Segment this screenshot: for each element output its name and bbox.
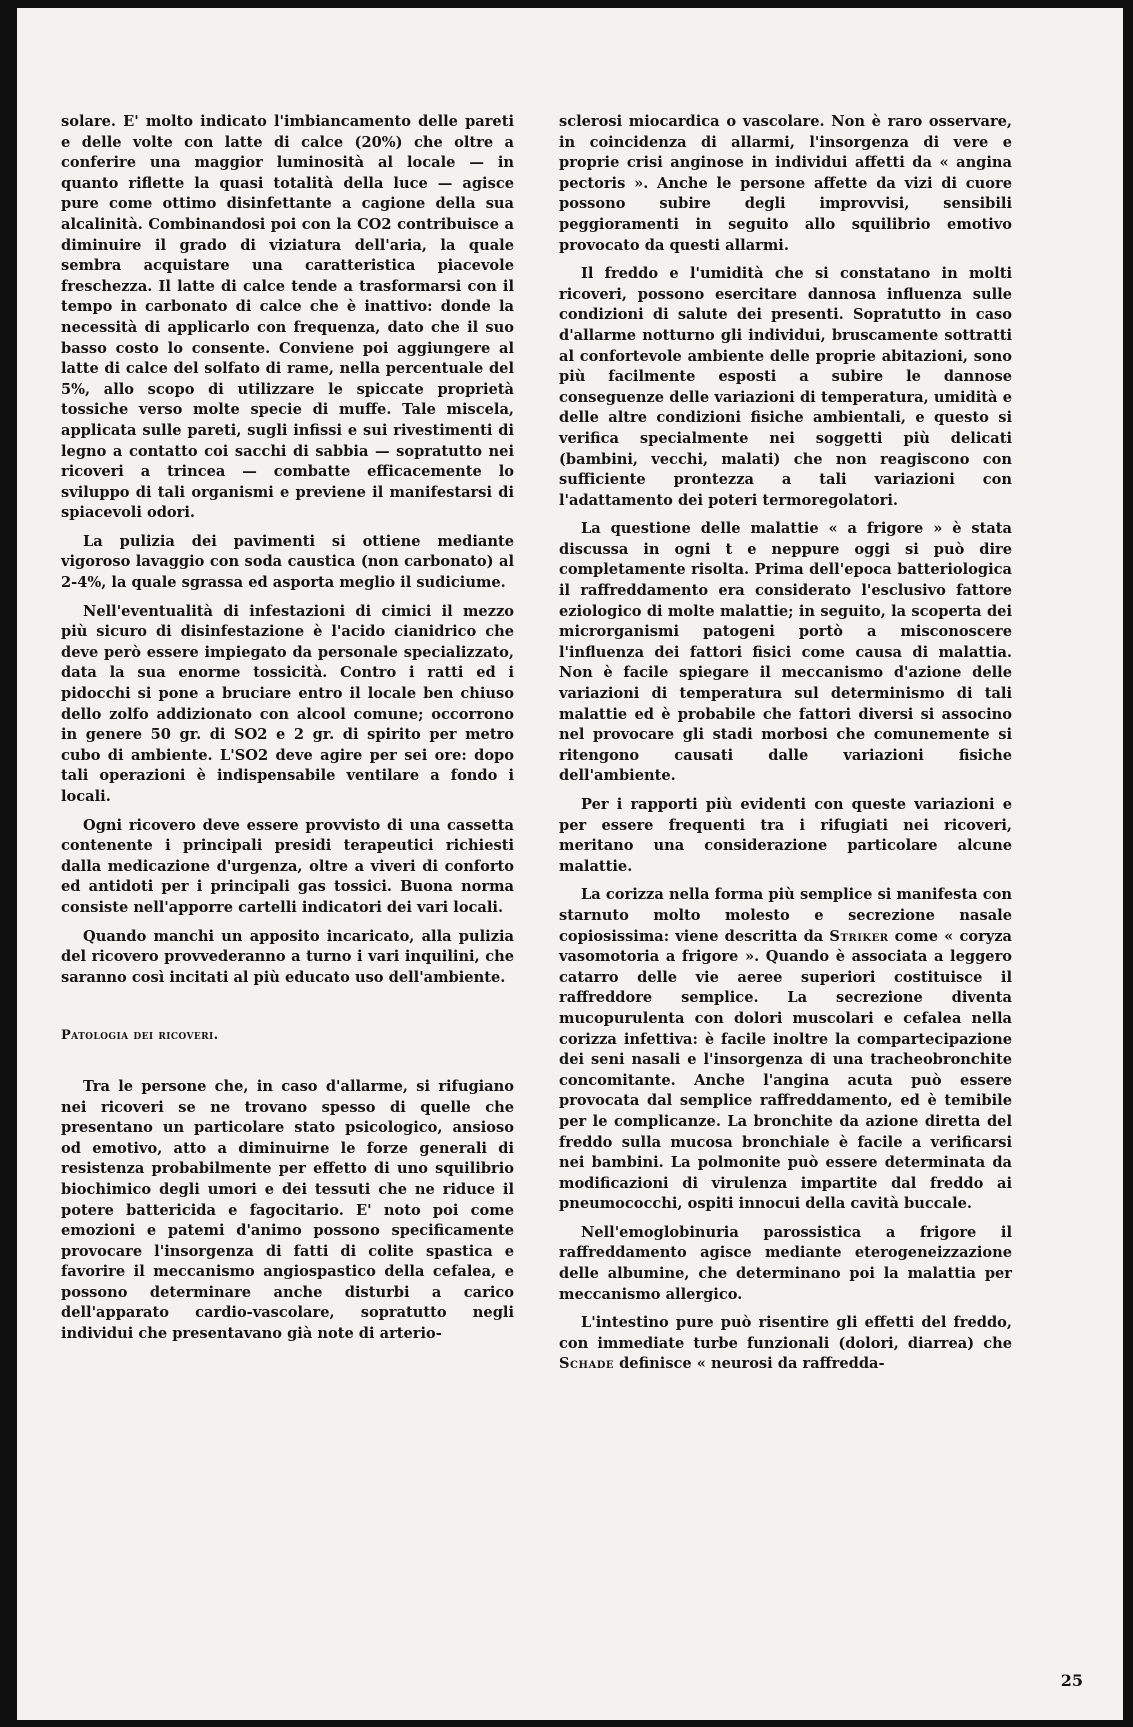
author-name: Schade <box>559 1355 614 1373</box>
text-run: come « coryza vasomotoria a frigore ». Quando è associata a leggero catarro delle vie aeree superiori costituisce il raffreddore semplice. La secrezione diventa mucopurulenta con dolori muscolari e cefalea nella corizza infettiva: è facile inoltre la compartecipazione dei seni nasali e l'insorgenza di una tracheobronchite concomitante. Anche l'angina acuta può essere provocata dal semplice raffreddamento, ed è temibile per le complicanze. La bronchite da azione diretta del freddo sulla mucosa bronchiale è facile a verificarsi nei bambini. La polmonite può essere determinata da modificazioni di virulenza impartite dal freddo ai pneumococchi, ospiti innocui della cavità buccale. <box>559 927 1012 1213</box>
paragraph: La questione delle malattie « a frigore » è stata discussa in ogni t e neppure oggi si può dire completamente risolta. Prima dell'epoca batteriologica il raffreddamento era considerato l'esclusivo fattore eziologico di molte malattie; in seguito, la scoperta dei microrganismi patogeni portò a misconoscere l'influenza dei fattori fisici come causa di malattia. Non è facile spiegare il meccanismo d'azione delle variazioni di temperatura sul determinismo di tali malattie ed è probabile che fattori diversi si associno nel provocare gli stadi morbosi che comunemente si ritengono causati dalle variazioni fisiche dell'ambiente. <box>559 520 1012 785</box>
section-heading: Patologia dei ricoveri. <box>61 1028 219 1044</box>
paragraph: Quando manchi un apposito incaricato, alla pulizia del ricovero provvederanno a turno i vari inquilini, che saranno così incitati al più educato uso dell'ambiente. <box>61 927 514 986</box>
paragraph: Per i rapporti più evidenti con queste variazioni e per essere frequenti tra i rifugiati nei ricoveri, meritano una considerazione particolare alcune malattie. <box>559 796 1012 875</box>
left-column <box>61 112 514 1353</box>
text-run: La corizza nella forma più semplice si manifesta con starnuto molto molesto e secrezione nasale copiosissima: viene descritta da <box>559 886 1012 945</box>
paragraph: Nell'emoglobinuria parossistica a frigore il raffreddamento agisce mediante eterogeneizzazione delle albumine, che determinano poi la malattia per meccanismo allergico. <box>559 1223 1012 1303</box>
paragraph: Nell'eventualità di infestazioni di cimici il mezzo più sicuro di disinfestazione è l'acido cianidrico che deve però essere impiegato da personale specializzato, data la sua enorme tossicità. Contro i ratti ed i pidocchi si pone a bruciare entro il locale ben chiuso dello zolfo addizionato con alcool comune; occorrono in genere 50 gr. di SO2 e 2 gr. di spirito per metro cubo di ambiente. L'SO2 deve agire per sei ore: dopo tali operazioni è indispensabile ventilare a fondo i locali. <box>61 602 514 805</box>
paragraph: Ogni ricovero deve essere provvisto di una cassetta contenente i principali presidi terapeutici richiesti dalla medicazione d'urgenza, oltre a viveri di conforto ed antidoti per i principali gas tossici. Buona norma consiste nell'apporre cartelli indicatori dei vari locali. <box>61 816 514 916</box>
paragraph: Il freddo e l'umidità che si constatano in molti ricoveri, possono esercitare dannosa influenza sulle condizioni di salute dei presenti. Sopratutto in caso d'allarme notturno gli individui, bruscamente sottratti al confortevole ambiente delle proprie abitazioni, sono più facilmente esposti a subire le dannose conseguenze delle variazioni di temperatura, umidità e delle altre condizioni fisiche ambientali, e questo si verifica specialmente nei soggetti più delicati (bambini, vecchi, malati) che non reagiscono con sufficiente prontezza a tali variazioni con l'adattamento dei poteri termoregolatori. <box>559 265 1012 509</box>
page-number: 25 <box>1060 1671 1083 1690</box>
paragraph: solare. E' molto indicato l'imbiancamento delle pareti e delle volte con latte di calce (20%) che oltre a conferire una maggior luminosità al locale — in quanto riflette la quasi totalità della luce — agisce pure come ottimo disinfettante a cagione della sua alcalinità. Combinandosi poi con la CO2 contribuisce a diminuire il grado di viziatura dell'aria, la quale sembra acquistare una caratteristica piacevole freschezza. Il latte di calce tende a trasformarsi con il tempo in carbonato di calce che è inattivo: donde la necessità di applicarlo con frequenza, dato che il suo basso costo lo consente. Conviene poi aggiungere al latte di calce del solfato di rame, nella percentuale del 5%, allo scopo di utilizzare le spiccate proprietà tossiche verso molte specie di muffe. Tale miscela, applicata sulle pareti, sugli infissi e sui rivestimenti di legno a contatto coi sacchi di sabbia — sopratutto nei ricoveri a trincea — combatte efficacemente lo sviluppo di tali organismi e previene il manifestarsi di spiacevoli odori. <box>61 113 514 522</box>
paragraph: sclerosi miocardica o vascolare. Non è raro osservare, in coincidenza di allarmi, l'insorgenza di vere e proprie crisi anginose in individui affetti da « angina pectoris ». Anche le persone affette da vizi di cuore possono subire degli improvvisi, sensibili peggioramenti in seguito allo squilibrio emotivo provocato da questi allarmi. <box>559 113 1012 254</box>
right-column <box>559 112 1012 1383</box>
paragraph <box>559 1313 1012 1375</box>
paragraph: La pulizia dei pavimenti si ottiene mediante vigoroso lavaggio con soda caustica (non carbonato) al 2-4%, la quale sgrassa ed asporta meglio il sudiciume. <box>61 532 514 592</box>
paragraph <box>559 885 1012 1215</box>
author-name: Striker <box>829 927 889 945</box>
page <box>17 8 1123 1720</box>
text-run: L'intestino pure può risentire gli effetti del freddo, con immediate turbe funzionali (dolori, diarrea) che <box>559 1314 1012 1352</box>
paragraph: Tra le persone che, in caso d'allarme, si rifugiano nei ricoveri se ne trovano spesso di quelle che presentano un particolare stato psicologico, ansioso od emotivo, atto a diminuirne le forze generali di resistenza probabilmente per effetto di uno squilibrio biochimico degli umori e dei tessuti che ne riduce il potere battericida e fagocitario. E' noto poi come emozioni e patemi d'animo possono specificamente provocare l'insorgenza di fatti di colite spastica e favorire il meccanismo angiospastico della cefalea, e possono determinare anche disturbi a carico dell'apparato cardio-vascolare, sopratutto negli individui che presentavano già note di arterio- <box>61 1077 514 1343</box>
text-run: definisce « neurosi da raffredda- <box>614 1355 885 1373</box>
